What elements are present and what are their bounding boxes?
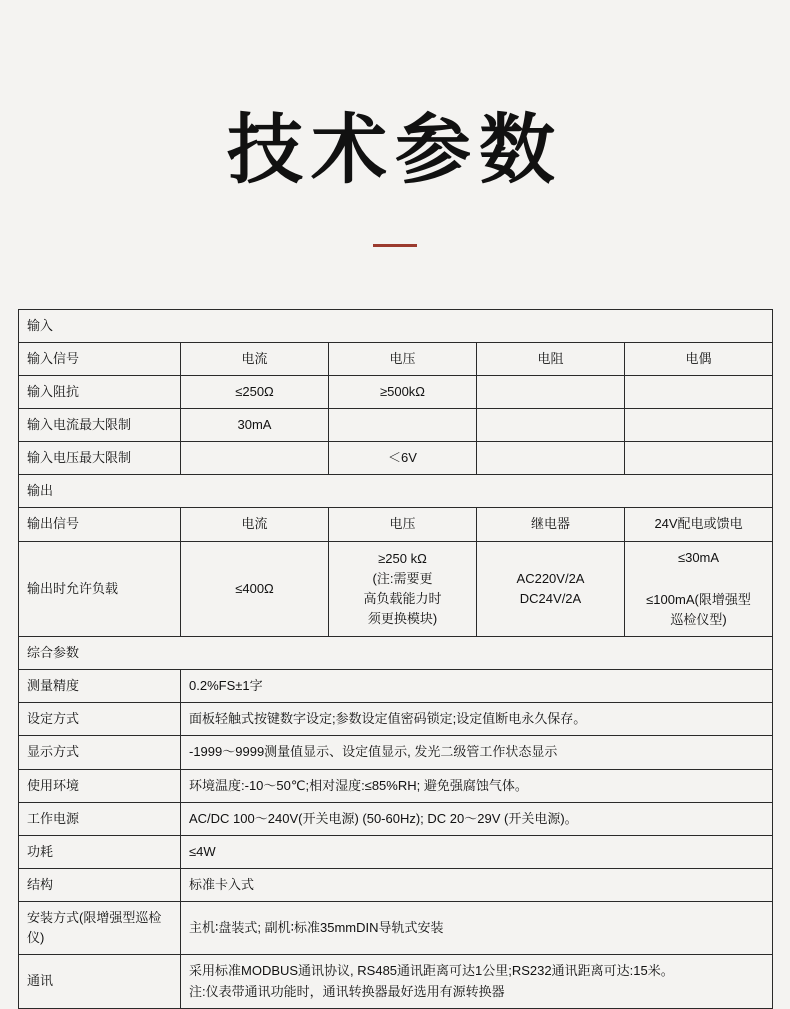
- row-label-power-supply: 工作电源: [19, 802, 181, 835]
- table-row: [19, 769, 773, 802]
- cell-output-load-1: ≤400Ω: [181, 541, 329, 636]
- cell-input-current-limit-2: [329, 409, 477, 442]
- cell-input-signal-2: 电压: [329, 342, 477, 375]
- cell-installation-value: 主机∶盘装式; 副机∶标准35mmDIN导轨式安装: [181, 902, 773, 955]
- cell-input-signal-4: 电偶: [625, 342, 773, 375]
- cell-output-load-3-line1: AC220V/2A: [516, 570, 585, 586]
- cell-display-mode-value: -1999～9999测量值显示、设定值显示, 发光二级管工作状态显示: [181, 736, 773, 769]
- table-row: [19, 508, 773, 541]
- cell-output-load-2-line4: 须更换模块): [367, 610, 438, 626]
- row-label-input-signal: 输入信号: [19, 342, 181, 375]
- row-label-display-mode: 显示方式: [19, 736, 181, 769]
- cell-input-signal-3: 电阻: [477, 342, 625, 375]
- table-row: [19, 736, 773, 769]
- cell-output-signal-1: 电流: [181, 508, 329, 541]
- row-label-input-voltage-limit: 输入电压最大限制: [19, 442, 181, 475]
- cell-communication-line1: 采用标准MODBUS通讯协议, RS485通讯距离可达1公里;RS232通讯距离可达:15米。: [189, 963, 674, 979]
- cell-structure-value: 标准卡入式: [181, 868, 773, 901]
- table-row: [19, 309, 773, 342]
- cell-output-load-2: [329, 541, 477, 636]
- row-label-structure: 结构: [19, 868, 181, 901]
- spec-table-wrap: [18, 309, 772, 1009]
- cell-output-load-4: [625, 541, 773, 636]
- spec-table: [18, 309, 773, 1009]
- table-row: [19, 541, 773, 636]
- cell-output-signal-3: 继电器: [477, 508, 625, 541]
- row-label-input-impedance: 输入阻抗: [19, 375, 181, 408]
- table-row: [19, 342, 773, 375]
- table-row: [19, 637, 773, 670]
- cell-output-load-4-line2: ≤100mA(限增强型: [646, 591, 751, 607]
- cell-output-load-2-line3: 高负载能力时: [363, 590, 442, 606]
- cell-power-supply-value: AC/DC 100～240V(开关电源) (50-60Hz); DC 20～29V (开关电源)。: [181, 802, 773, 835]
- row-label-input-current-limit: 输入电流最大限制: [19, 409, 181, 442]
- table-row: [19, 802, 773, 835]
- cell-output-load-4-line3: 巡检仪型): [670, 611, 727, 627]
- cell-input-impedance-4: [625, 375, 773, 408]
- row-label-environment: 使用环境: [19, 769, 181, 802]
- row-label-setting-mode: 设定方式: [19, 703, 181, 736]
- table-row: [19, 375, 773, 408]
- cell-communication-value: [181, 955, 773, 1008]
- section-header-general: 综合参数: [19, 637, 773, 670]
- cell-output-load-4-line1: ≤30mA: [677, 549, 720, 565]
- cell-input-impedance-1: ≤250Ω: [181, 375, 329, 408]
- cell-output-signal-2: 电压: [329, 508, 477, 541]
- title-divider-wrap: [0, 244, 790, 247]
- table-row: [19, 475, 773, 508]
- table-row: [19, 409, 773, 442]
- section-header-output: 输出: [19, 475, 773, 508]
- cell-environment-value: 环境温度:-10～50℃;相对湿度:≤85%RH; 避免强腐蚀气体。: [181, 769, 773, 802]
- title-divider: [373, 244, 417, 247]
- row-label-output-load: 输出时允许负载: [19, 541, 181, 636]
- page-title: 技术参数: [227, 105, 563, 194]
- cell-input-current-limit-3: [477, 409, 625, 442]
- cell-input-impedance-2: ≥500kΩ: [329, 375, 477, 408]
- section-header-input: 输入: [19, 309, 773, 342]
- row-label-accuracy: 测量精度: [19, 670, 181, 703]
- cell-setting-mode-value: 面板轻触式按键数字设定;参数设定值密码锁定;设定值断电永久保存。: [181, 703, 773, 736]
- cell-input-voltage-limit-4: [625, 442, 773, 475]
- cell-output-load-3-line2: DC24V/2A: [519, 590, 582, 606]
- cell-input-signal-1: 电流: [181, 342, 329, 375]
- cell-accuracy-value: 0.2%FS±1字: [181, 670, 773, 703]
- table-row: [19, 442, 773, 475]
- cell-communication-line2: 注:仪表带通讯功能时，通讯转换器最好选用有源转换器: [189, 983, 505, 999]
- cell-output-load-3: [477, 541, 625, 636]
- cell-input-current-limit-4: [625, 409, 773, 442]
- row-label-communication: 通讯: [19, 955, 181, 1008]
- row-label-power-consumption: 功耗: [19, 835, 181, 868]
- row-label-installation: 安装方式(限增强型巡检仪): [19, 902, 181, 955]
- cell-input-voltage-limit-1: [181, 442, 329, 475]
- cell-output-load-2-line1: ≥250 kΩ: [378, 550, 427, 566]
- cell-output-load-4-spacer: [633, 568, 764, 590]
- cell-input-current-limit-1: 30mA: [181, 409, 329, 442]
- cell-output-load-2-line2: (注:需要更: [372, 570, 433, 586]
- cell-output-signal-4: 24V配电或馈电: [625, 508, 773, 541]
- cell-input-voltage-limit-2: ＜6V: [329, 442, 477, 475]
- cell-power-consumption-value: ≤4W: [181, 835, 773, 868]
- table-row: [19, 902, 773, 955]
- table-row: [19, 835, 773, 868]
- table-row: [19, 955, 773, 1008]
- cell-input-impedance-3: [477, 375, 625, 408]
- table-row: [19, 868, 773, 901]
- table-row: [19, 670, 773, 703]
- cell-input-voltage-limit-3: [477, 442, 625, 475]
- table-row: [19, 703, 773, 736]
- row-label-output-signal: 输出信号: [19, 508, 181, 541]
